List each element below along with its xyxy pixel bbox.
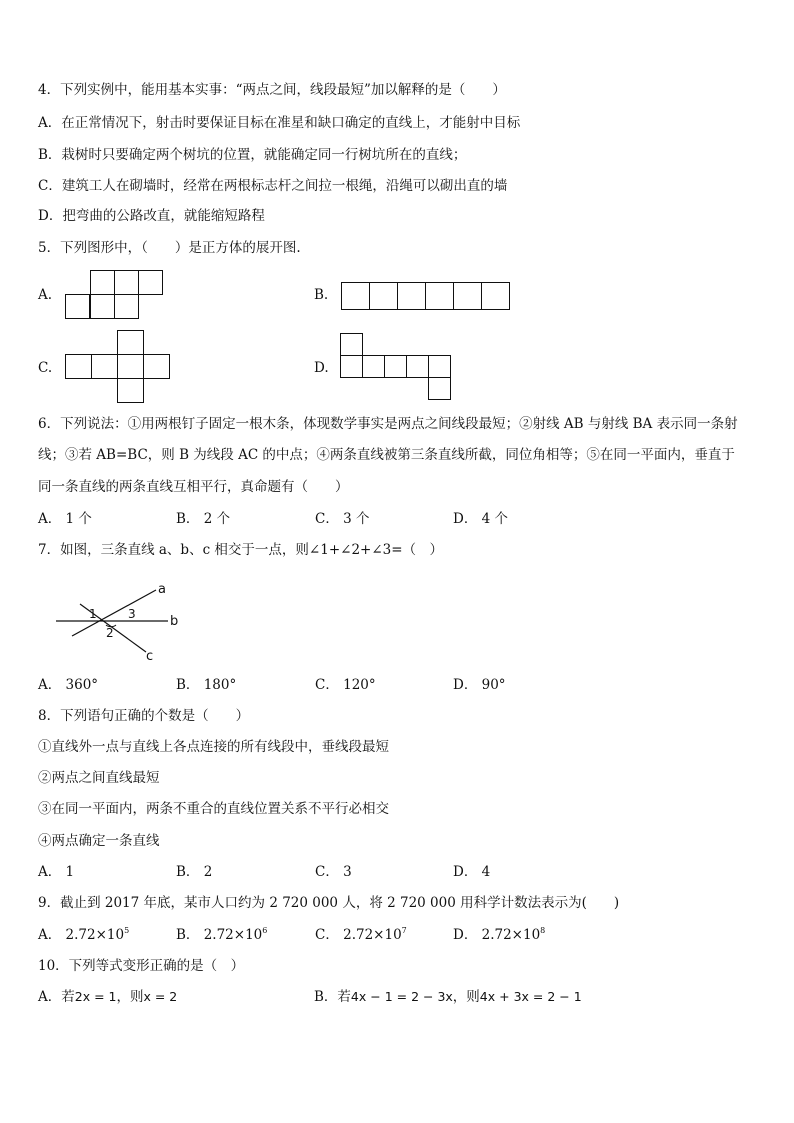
q6-option-b: B． 2 个 [176,511,231,527]
q10-option-a: A．若2x = 1，则x = 2 [38,989,178,1005]
q6-stem-line2: 线；③若 AB=BC，则 B 为线段 AC 的中点；④两条直线被第三条直线所截，同位角相等；⑤在同一平面内，垂直于 [38,447,735,463]
q8-statement-3: ③在同一平面内，两条不重合的直线位置关系不平行必相交 [38,801,389,817]
q5-option-c-label: C. [38,360,53,376]
q8-statement-2: ②两点之间直线最短 [38,770,160,786]
q5-option-b-label: B. [314,287,329,303]
q7-option-a: A． 360° [38,677,99,693]
q8-stem: 8．下列语句正确的个数是（ ） [38,708,250,724]
q6-stem-line1: 6．下列说法：①用两根钉子固定一根木条，体现数学事实是两点之间线段最短；②射线 AB 与射线 BA 表示同一条射 [38,416,738,432]
q9-option-a: A． $2.72\times 10^5$ [38,926,130,943]
q5-option-d-label: D. [314,360,329,376]
q6-option-d: D． 4 个 [453,511,508,527]
q6-stem-line3: 同一条直线的两条直线互相平行，真命题有（ ） [38,479,349,495]
q4-stem: 4．下列实例中，能用基本实事：“两点之间，线段最短”加以解释的是（ ） [38,82,506,98]
q6-option-c: C． 3 个 [315,511,370,527]
q8-statement-1: ①直线外一点与直线上各点连接的所有线段中，垂线段最短 [38,739,389,755]
q9-option-d: D． $2.72\times 10^8$ [453,926,546,943]
q10-stem: 10．下列等式变形正确的是（ ） [38,958,245,974]
label-angle-2: 2 [106,626,114,640]
q7-option-d: D． 90° [453,677,506,693]
q8-option-c: C． 3 [315,864,352,880]
q9-option-b: B． $2.72\times 10^6$ [176,926,268,943]
q9-stem: 9．截止到 2017 年底，某市人口约为 2 720 000 人，将 2 720 000 用科学计数法表示为( ) [38,895,620,911]
q8-option-d: D． 4 [453,864,491,880]
q7-stem: 7．如图，三条直线 a、b、c 相交于一点，则∠1+∠2+∠3=（ ） [38,542,444,558]
label-angle-3: 3 [128,607,136,621]
q10-option-b: B．若4x − 1 = 2 − 3x，则4x + 3x = 2 − 1 [314,989,582,1005]
q8-statement-4: ④两点确定一条直线 [38,833,160,849]
q4-option-d: D．把弯曲的公路改直，就能缩短路程 [38,208,265,224]
q4-option-c: C．建筑工人在砌墙时，经常在两根标志杆之间拉一根绳，沿绳可以砌出直的墙 [38,178,508,194]
q6-option-a: A． 1 个 [38,511,92,527]
q7-figure [50,582,190,664]
q4-option-b: B．栽树时只要确定两个树坑的位置，就能确定同一行树坑所在的直线； [38,147,467,163]
q5-option-a-label: A. [38,287,53,303]
q9-option-c: C． $2.72\times 10^7$ [315,926,407,943]
label-c: c [146,649,154,664]
q5-stem: 5．下列图形中，（ ）是正方体的展开图. [38,240,301,256]
label-b: b [170,614,179,629]
label-a: a [158,582,166,597]
q8-option-b: B． 2 [176,864,213,880]
q8-option-a: A． 1 [38,864,75,880]
q7-option-c: C． 120° [315,677,376,693]
label-angle-1: 1 [89,607,97,621]
q7-option-b: B． 180° [176,677,237,693]
q4-option-a: A．在正常情况下，射击时要保证目标在准星和缺口确定的直线上，才能射中目标 [38,115,521,131]
